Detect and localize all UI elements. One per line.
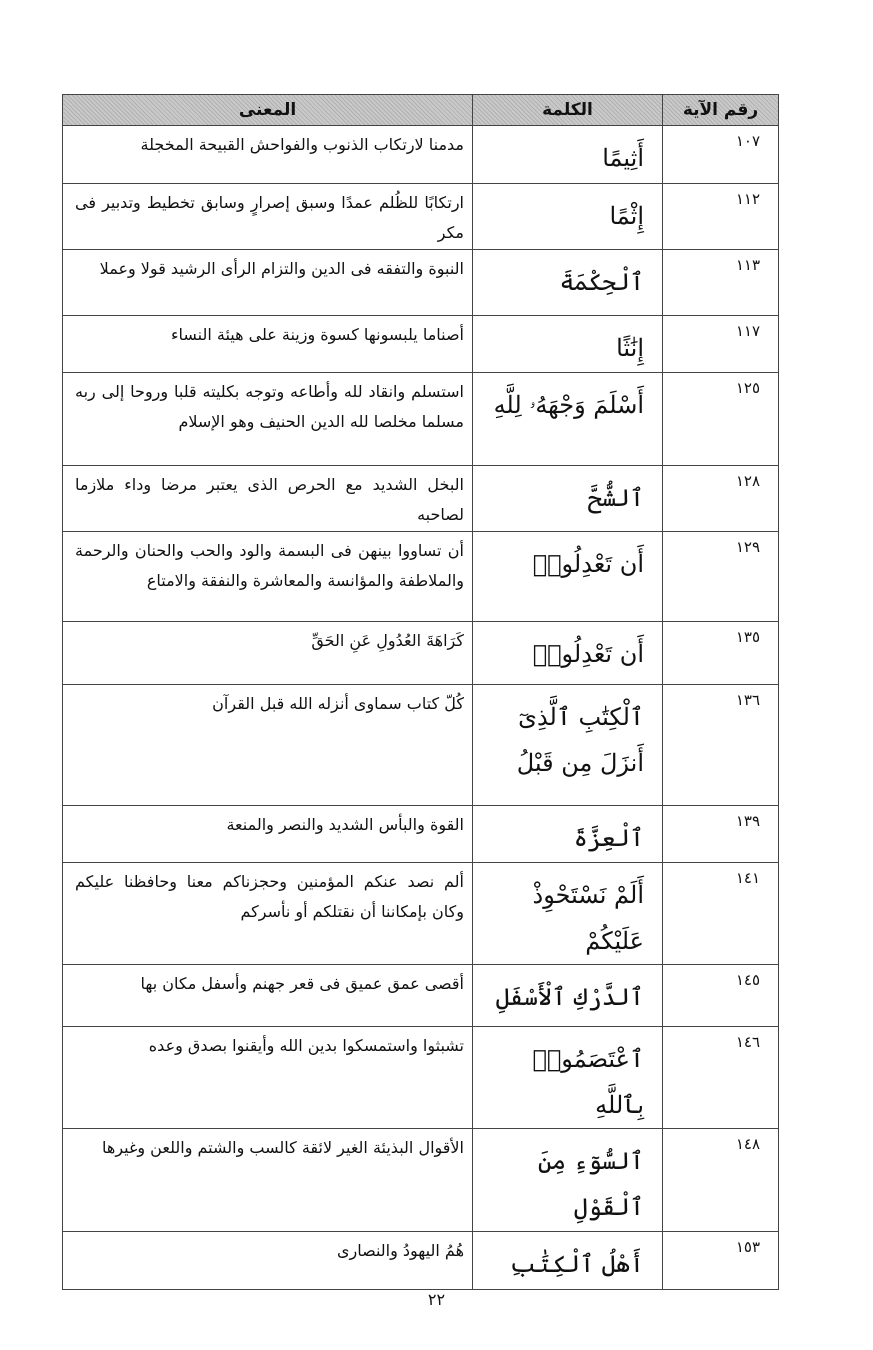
verse-number: ١٣٩ bbox=[663, 806, 779, 863]
word-meaning: الأقوال البذيئة الغير لائقة كالسب والشتم واللعن وغيرها bbox=[63, 1129, 473, 1231]
quran-word: أَن تَعْدِلُوا۟ bbox=[473, 622, 663, 685]
word-meaning: مدمنا لارتكاب الذنوب والفواحش القبيحة المخجلة bbox=[63, 126, 473, 184]
table-row bbox=[63, 862, 779, 964]
verse-number: ١٣٥ bbox=[663, 622, 779, 685]
word-meaning: ألم نصد عنكم المؤمنين وحجزناكم معنا وحافظنا عليكم وكان بإمكاننا أن نقتلكم أو نأسركم bbox=[63, 862, 473, 964]
table-row bbox=[63, 1129, 779, 1231]
verse-number: ١٢٩ bbox=[663, 532, 779, 622]
word-meaning: تشبثوا واستمسكوا بدين الله وأيقنوا بصدق وعده bbox=[63, 1027, 473, 1129]
quran-word: ٱلشُّحَّ bbox=[473, 466, 663, 532]
word-meaning: النبوة والتفقه فى الدين والتزام الرأى الرشيد قولا وعملا bbox=[63, 250, 473, 316]
header-verse-number: رقم الآية bbox=[663, 95, 779, 126]
word-meaning: كُلّ كتاب سماوى أنزله الله قبل القرآن bbox=[63, 685, 473, 806]
table-header-row bbox=[63, 95, 779, 126]
word-meaning: البخل الشديد مع الحرص الذى يعتبر مرضا وداء ملازما لصاحبه bbox=[63, 466, 473, 532]
word-meaning: كَرَاهَةَ العُدُولِ عَنِ الحَقِّ bbox=[63, 622, 473, 685]
table-row bbox=[63, 126, 779, 184]
table-row bbox=[63, 184, 779, 250]
table-row bbox=[63, 622, 779, 685]
quran-word: ٱلْعِزَّةَ bbox=[473, 806, 663, 863]
word-meaning: أصناما يلبسونها كسوة وزينة على هيئة النساء bbox=[63, 316, 473, 373]
verse-number: ١٤٥ bbox=[663, 965, 779, 1027]
quran-word: أَلَمْ نَسْتَحْوِذْ عَلَيْكُمْ bbox=[473, 862, 663, 964]
table-row bbox=[63, 1027, 779, 1129]
verse-number: ١٤١ bbox=[663, 862, 779, 964]
verse-number: ١٢٥ bbox=[663, 373, 779, 466]
word-meaning: هُمُ اليهودُ والنصارى bbox=[63, 1231, 473, 1289]
word-meaning: أقصى عمق عميق فى قعر جهنم وأسفل مكان بها bbox=[63, 965, 473, 1027]
table-row bbox=[63, 685, 779, 806]
table-row bbox=[63, 532, 779, 622]
table-row bbox=[63, 250, 779, 316]
glossary-table bbox=[62, 94, 779, 1290]
quran-word: ٱلْحِكْمَةَ bbox=[473, 250, 663, 316]
verse-number: ١١٣ bbox=[663, 250, 779, 316]
quran-word: إِنَٰثًا bbox=[473, 316, 663, 373]
verse-number: ١٤٦ bbox=[663, 1027, 779, 1129]
word-meaning: ارتكابًا للظُلم عمدًا وسبق إصرارٍ وسابق تخطيط وتدبير فى مكر bbox=[63, 184, 473, 250]
quran-word: أَثِيمًا bbox=[473, 126, 663, 184]
quran-word: ٱلْكِتَٰبِ ٱلَّذِىٓ أَنزَلَ مِن قَبْلُ bbox=[473, 685, 663, 806]
page-number: ٢٢ bbox=[427, 1290, 446, 1309]
table-row bbox=[63, 965, 779, 1027]
word-meaning: استسلم وانقاد لله وأطاعه وتوجه بكليته قلبا وروحا إلى ربه مسلما مخلصا لله الدين الحنيف وهو الإسلام bbox=[63, 373, 473, 466]
table-row bbox=[63, 316, 779, 373]
header-meaning: المعنى bbox=[63, 95, 473, 126]
quran-word: أَن تَعْدِلُوا۟ bbox=[473, 532, 663, 622]
verse-number: ١١٢ bbox=[663, 184, 779, 250]
word-meaning: أن تساووا بينهن فى البسمة والود والحب والحنان والرحمة والملاطفة والمؤانسة والمعاشرة والنفقة والامتاع bbox=[63, 532, 473, 622]
verse-number: ١٢٨ bbox=[663, 466, 779, 532]
quran-word: إِثْمًا bbox=[473, 184, 663, 250]
quran-word: ٱلدَّرْكِ ٱلْأَسْفَلِ bbox=[473, 965, 663, 1027]
table-row bbox=[63, 806, 779, 863]
word-meaning: القوة والبأس الشديد والنصر والمنعة bbox=[63, 806, 473, 863]
verse-number: ١٣٦ bbox=[663, 685, 779, 806]
verse-number: ١١٧ bbox=[663, 316, 779, 373]
table-row bbox=[63, 1231, 779, 1289]
verse-number: ١٤٨ bbox=[663, 1129, 779, 1231]
quran-word: ٱلسُّوٓءِ مِنَ ٱلْقَوْلِ bbox=[473, 1129, 663, 1231]
verse-number: ١٠٧ bbox=[663, 126, 779, 184]
quran-word: أَسْلَمَ وَجْهَهُۥ لِلَّهِ bbox=[473, 373, 663, 466]
quran-word: ٱعْتَصَمُوا۟ بِٱللَّهِ bbox=[473, 1027, 663, 1129]
table-row bbox=[63, 466, 779, 532]
table-row bbox=[63, 373, 779, 466]
verse-number: ١٥٣ bbox=[663, 1231, 779, 1289]
header-word: الكلمة bbox=[473, 95, 663, 126]
quran-word: أَهْلُ ٱلْكِتَٰبِ bbox=[473, 1231, 663, 1289]
